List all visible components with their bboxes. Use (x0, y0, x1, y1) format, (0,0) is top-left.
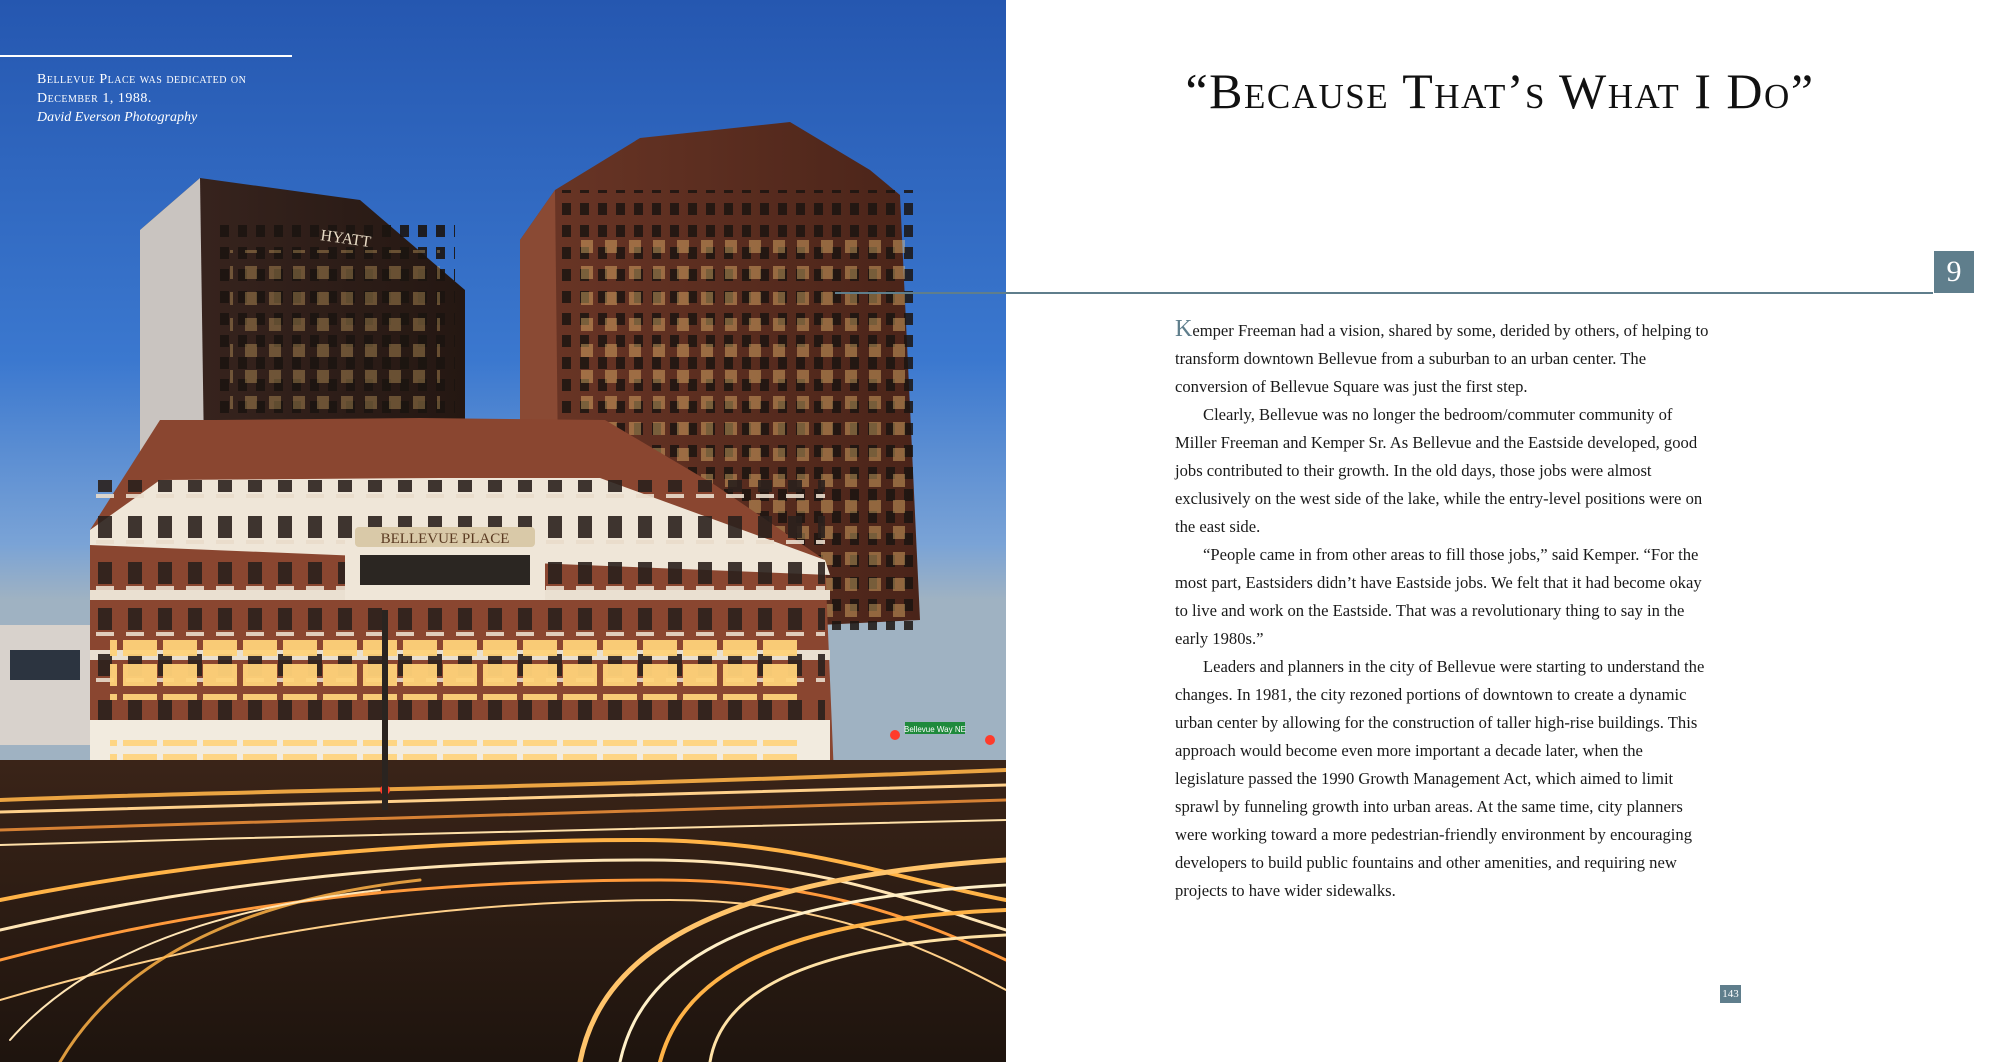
page-number: 143 (1720, 985, 1741, 1003)
chapter-title: “Because That’s What I Do” (1185, 63, 1815, 119)
chapter-number-badge: 9 (1934, 251, 1974, 293)
photo-caption (37, 70, 277, 127)
paragraph-1 (1175, 315, 1715, 401)
hotel-sign: HYATT (319, 227, 372, 252)
paragraph-4: Leaders and planners in the city of Bellevue were starting to understand the changes. In 1981, the city rezoned portions of downtown to create a dynamic urban center by allowing for the construction of taller high-rise buildings. This approach would become even more important a decade later, when the legislature passed the 1990 Growth Management Act, which aimed to limit sprawl by funneling growth into urban areas. At the same time, city planners were working toward a more pedestrian-friendly environment by encouraging developers to build public fountains and other amenities, and requiring new projects to have wider sidewalks. (1175, 657, 1705, 900)
paragraph-2: Clearly, Bellevue was no longer the bedroom/commuter community of Miller Freeman and Kemper Sr. As Bellevue and the Eastside developed, good jobs contributed to their growth. In the old days, those jobs were almost exclusively on the west side of the lake, while the entry-level positions were on the east side. (1175, 405, 1703, 536)
building-sign: BELLEVUE PLACE (380, 531, 510, 547)
caption-credit: David Everson Photography (37, 110, 198, 125)
caption-line-2: December 1, 1988. (37, 91, 152, 106)
caption-rule (0, 55, 292, 57)
body-text (1175, 315, 1715, 905)
paragraph-1-text: emper Freeman had a vision, shared by some, derided by others, of helping to transform downtown Bellevue from a suburban to an urban center. The conversion of Bellevue Square was just the first step. (1175, 321, 1709, 396)
chapter-rule (835, 292, 1933, 294)
paragraph-3: “People came in from other areas to fill those jobs,” said Kemper. “For the most part, Eastsiders didn’t have Eastside jobs. We felt that it had become okay to live and work on the Eastside. That was a revolutionary thing to say in the early 1980s.” (1175, 545, 1702, 648)
caption-line-1: Bellevue Place was dedicated on (37, 72, 247, 87)
street-sign: Bellevue Way NE (904, 725, 966, 734)
drop-cap: K (1175, 316, 1193, 342)
